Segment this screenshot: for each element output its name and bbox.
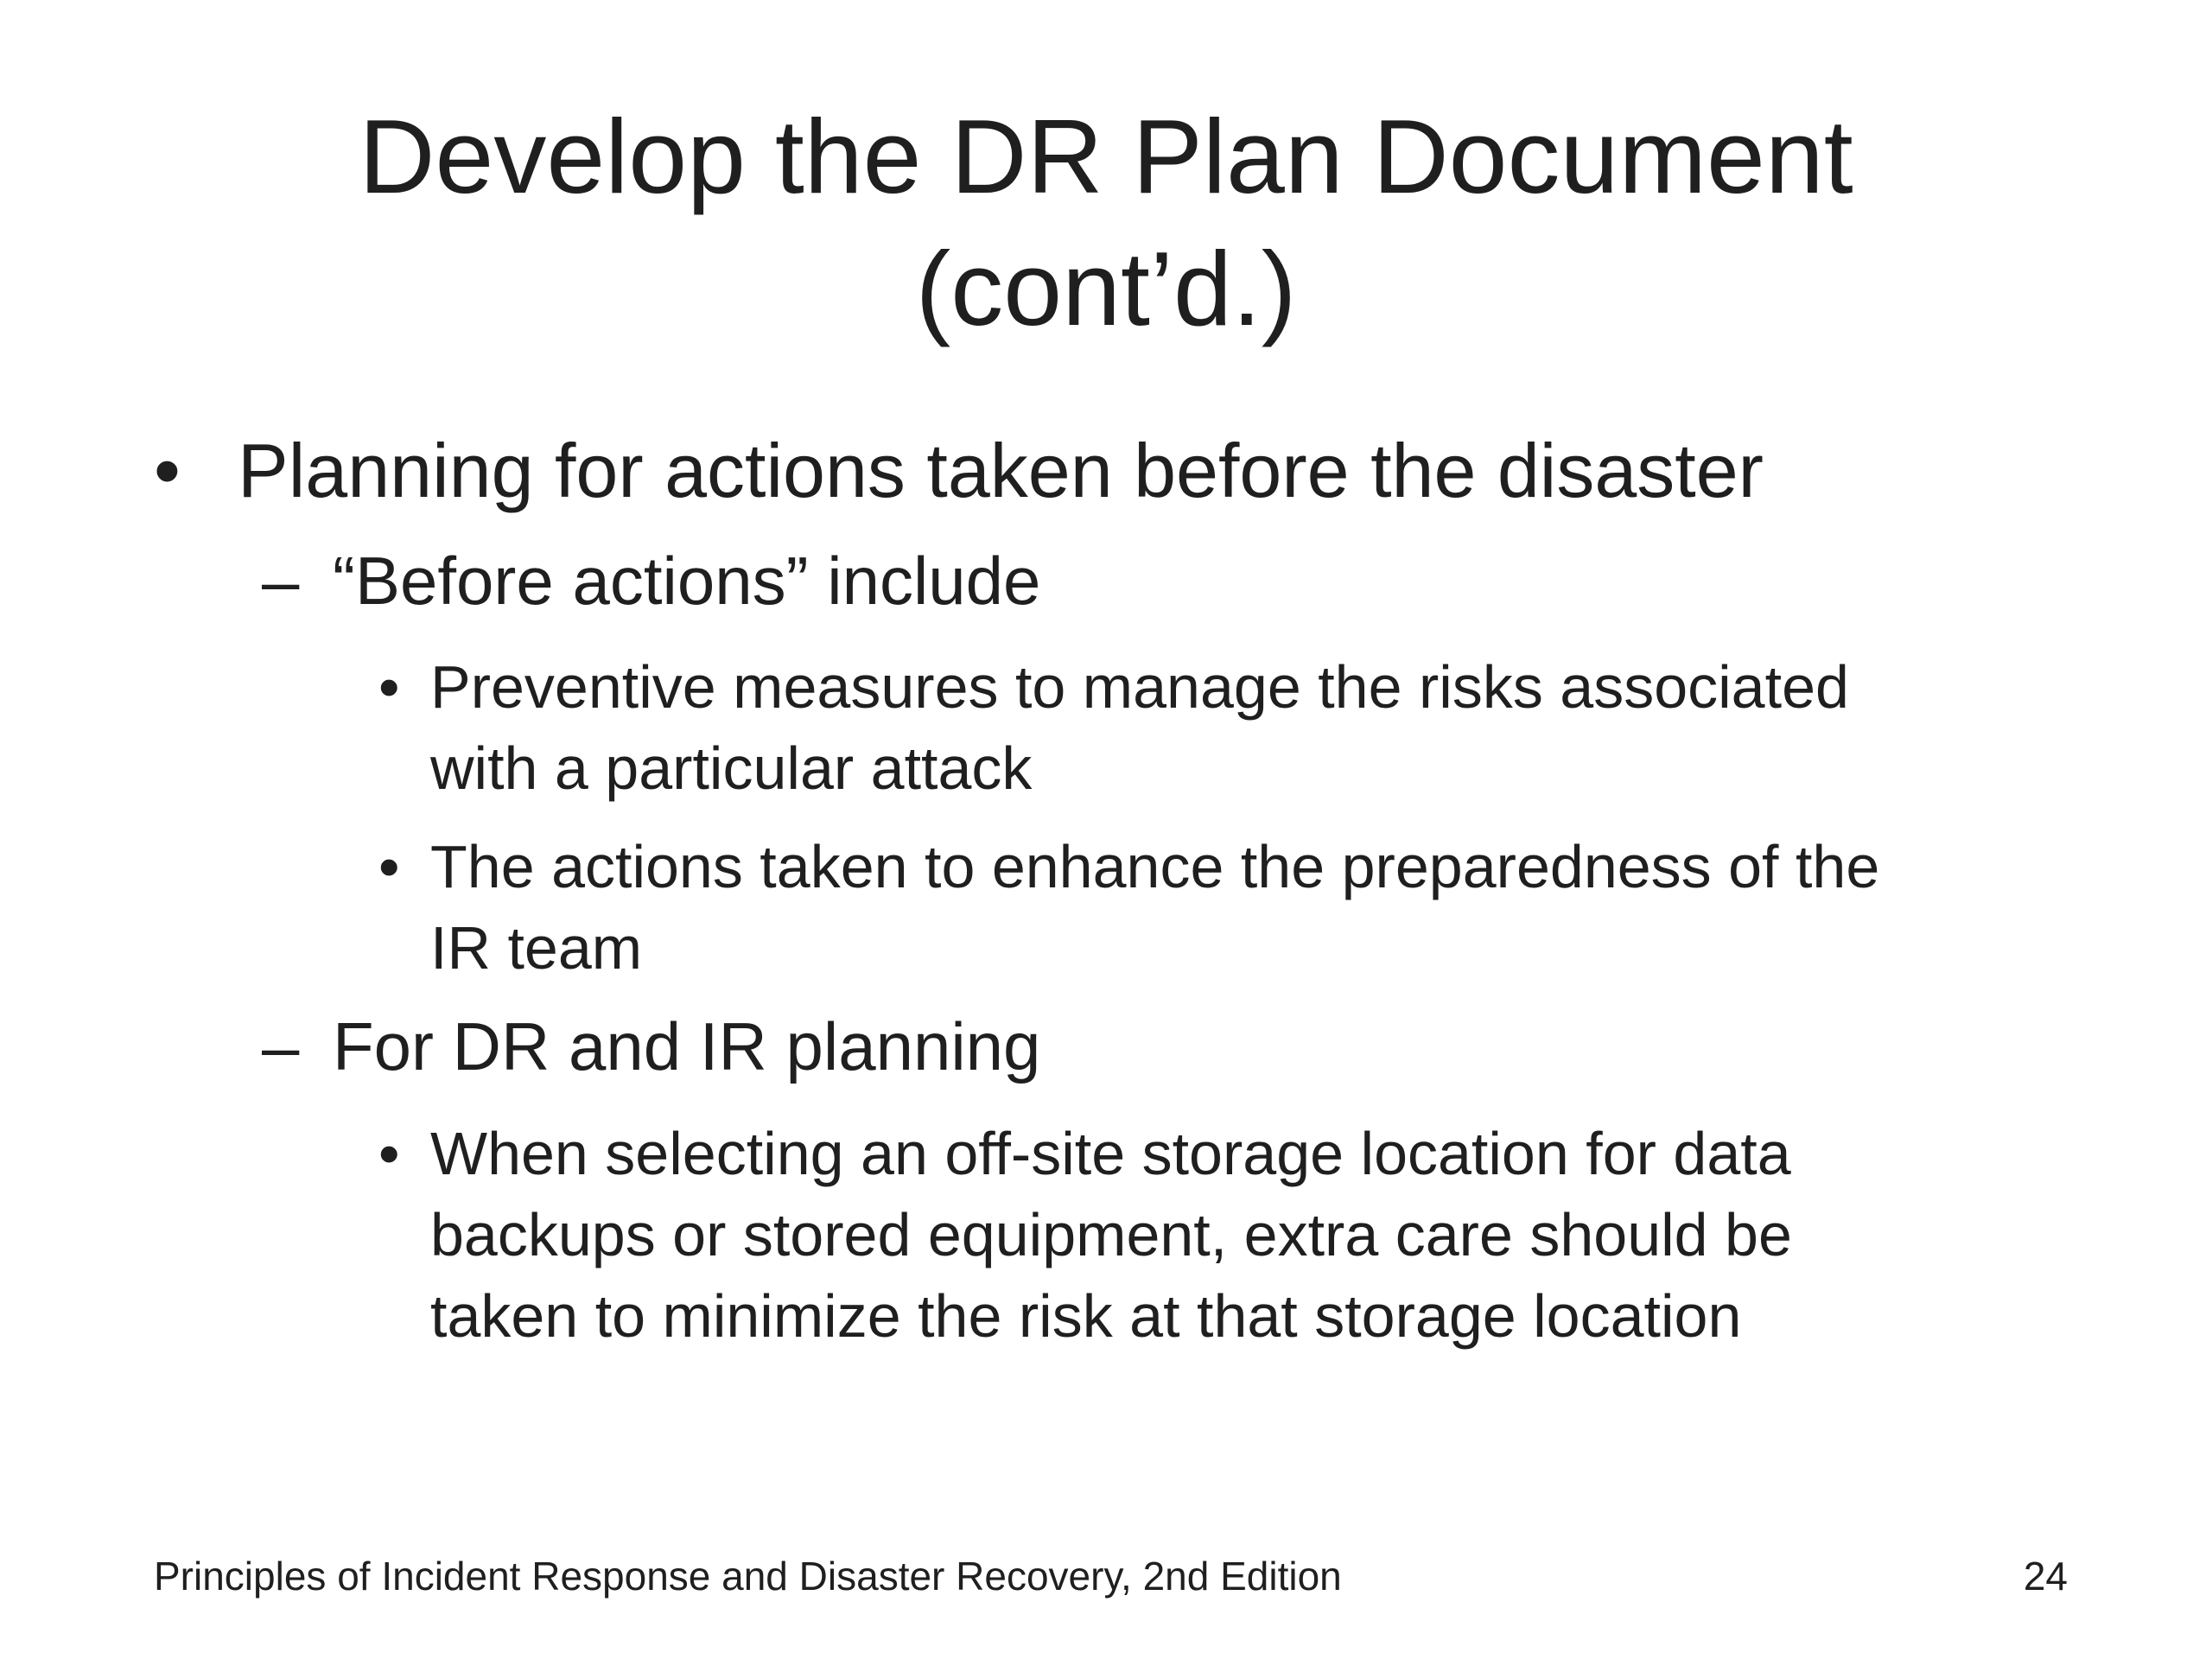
bullet-text-line-1: The actions taken to enhance the preparedness of the — [430, 833, 1880, 900]
bullet-marker: • — [378, 653, 400, 721]
bullet-text-line-2: IR team — [430, 914, 643, 982]
bullet-marker: • — [154, 428, 181, 513]
bullet-marker: • — [378, 833, 400, 900]
dash-marker: – — [262, 543, 300, 619]
slide-title-line-1: Develop the DR Plan Document — [359, 98, 1853, 215]
bullet-text-line-3: taken to minimize the risk at that storage location — [430, 1282, 1742, 1350]
bullet-text-line-2: with a particular attack — [430, 734, 1033, 802]
footer-source: Principles of Incident Response and Disaster Recovery, 2nd Edition — [154, 1554, 1342, 1599]
bullet-text-line-1: Preventive measures to manage the risks associated — [430, 653, 1849, 721]
bullet-text-line-2: backups or stored equipment, extra care should be — [430, 1201, 1792, 1268]
slide-title-line-2: (cont’d.) — [915, 230, 1297, 347]
bullet-text: Planning for actions taken before the disaster — [238, 428, 1764, 513]
dash-marker: – — [262, 1008, 300, 1084]
bullet-text: For DR and IR planning — [333, 1008, 1041, 1084]
bullet-text: “Before actions” include — [333, 543, 1041, 619]
page-number: 24 — [2023, 1554, 2068, 1599]
bullet-marker: • — [378, 1120, 400, 1187]
slide-title — [156, 91, 2056, 355]
bullet-text-line-1: When selecting an off-site storage location for data — [430, 1120, 1791, 1187]
